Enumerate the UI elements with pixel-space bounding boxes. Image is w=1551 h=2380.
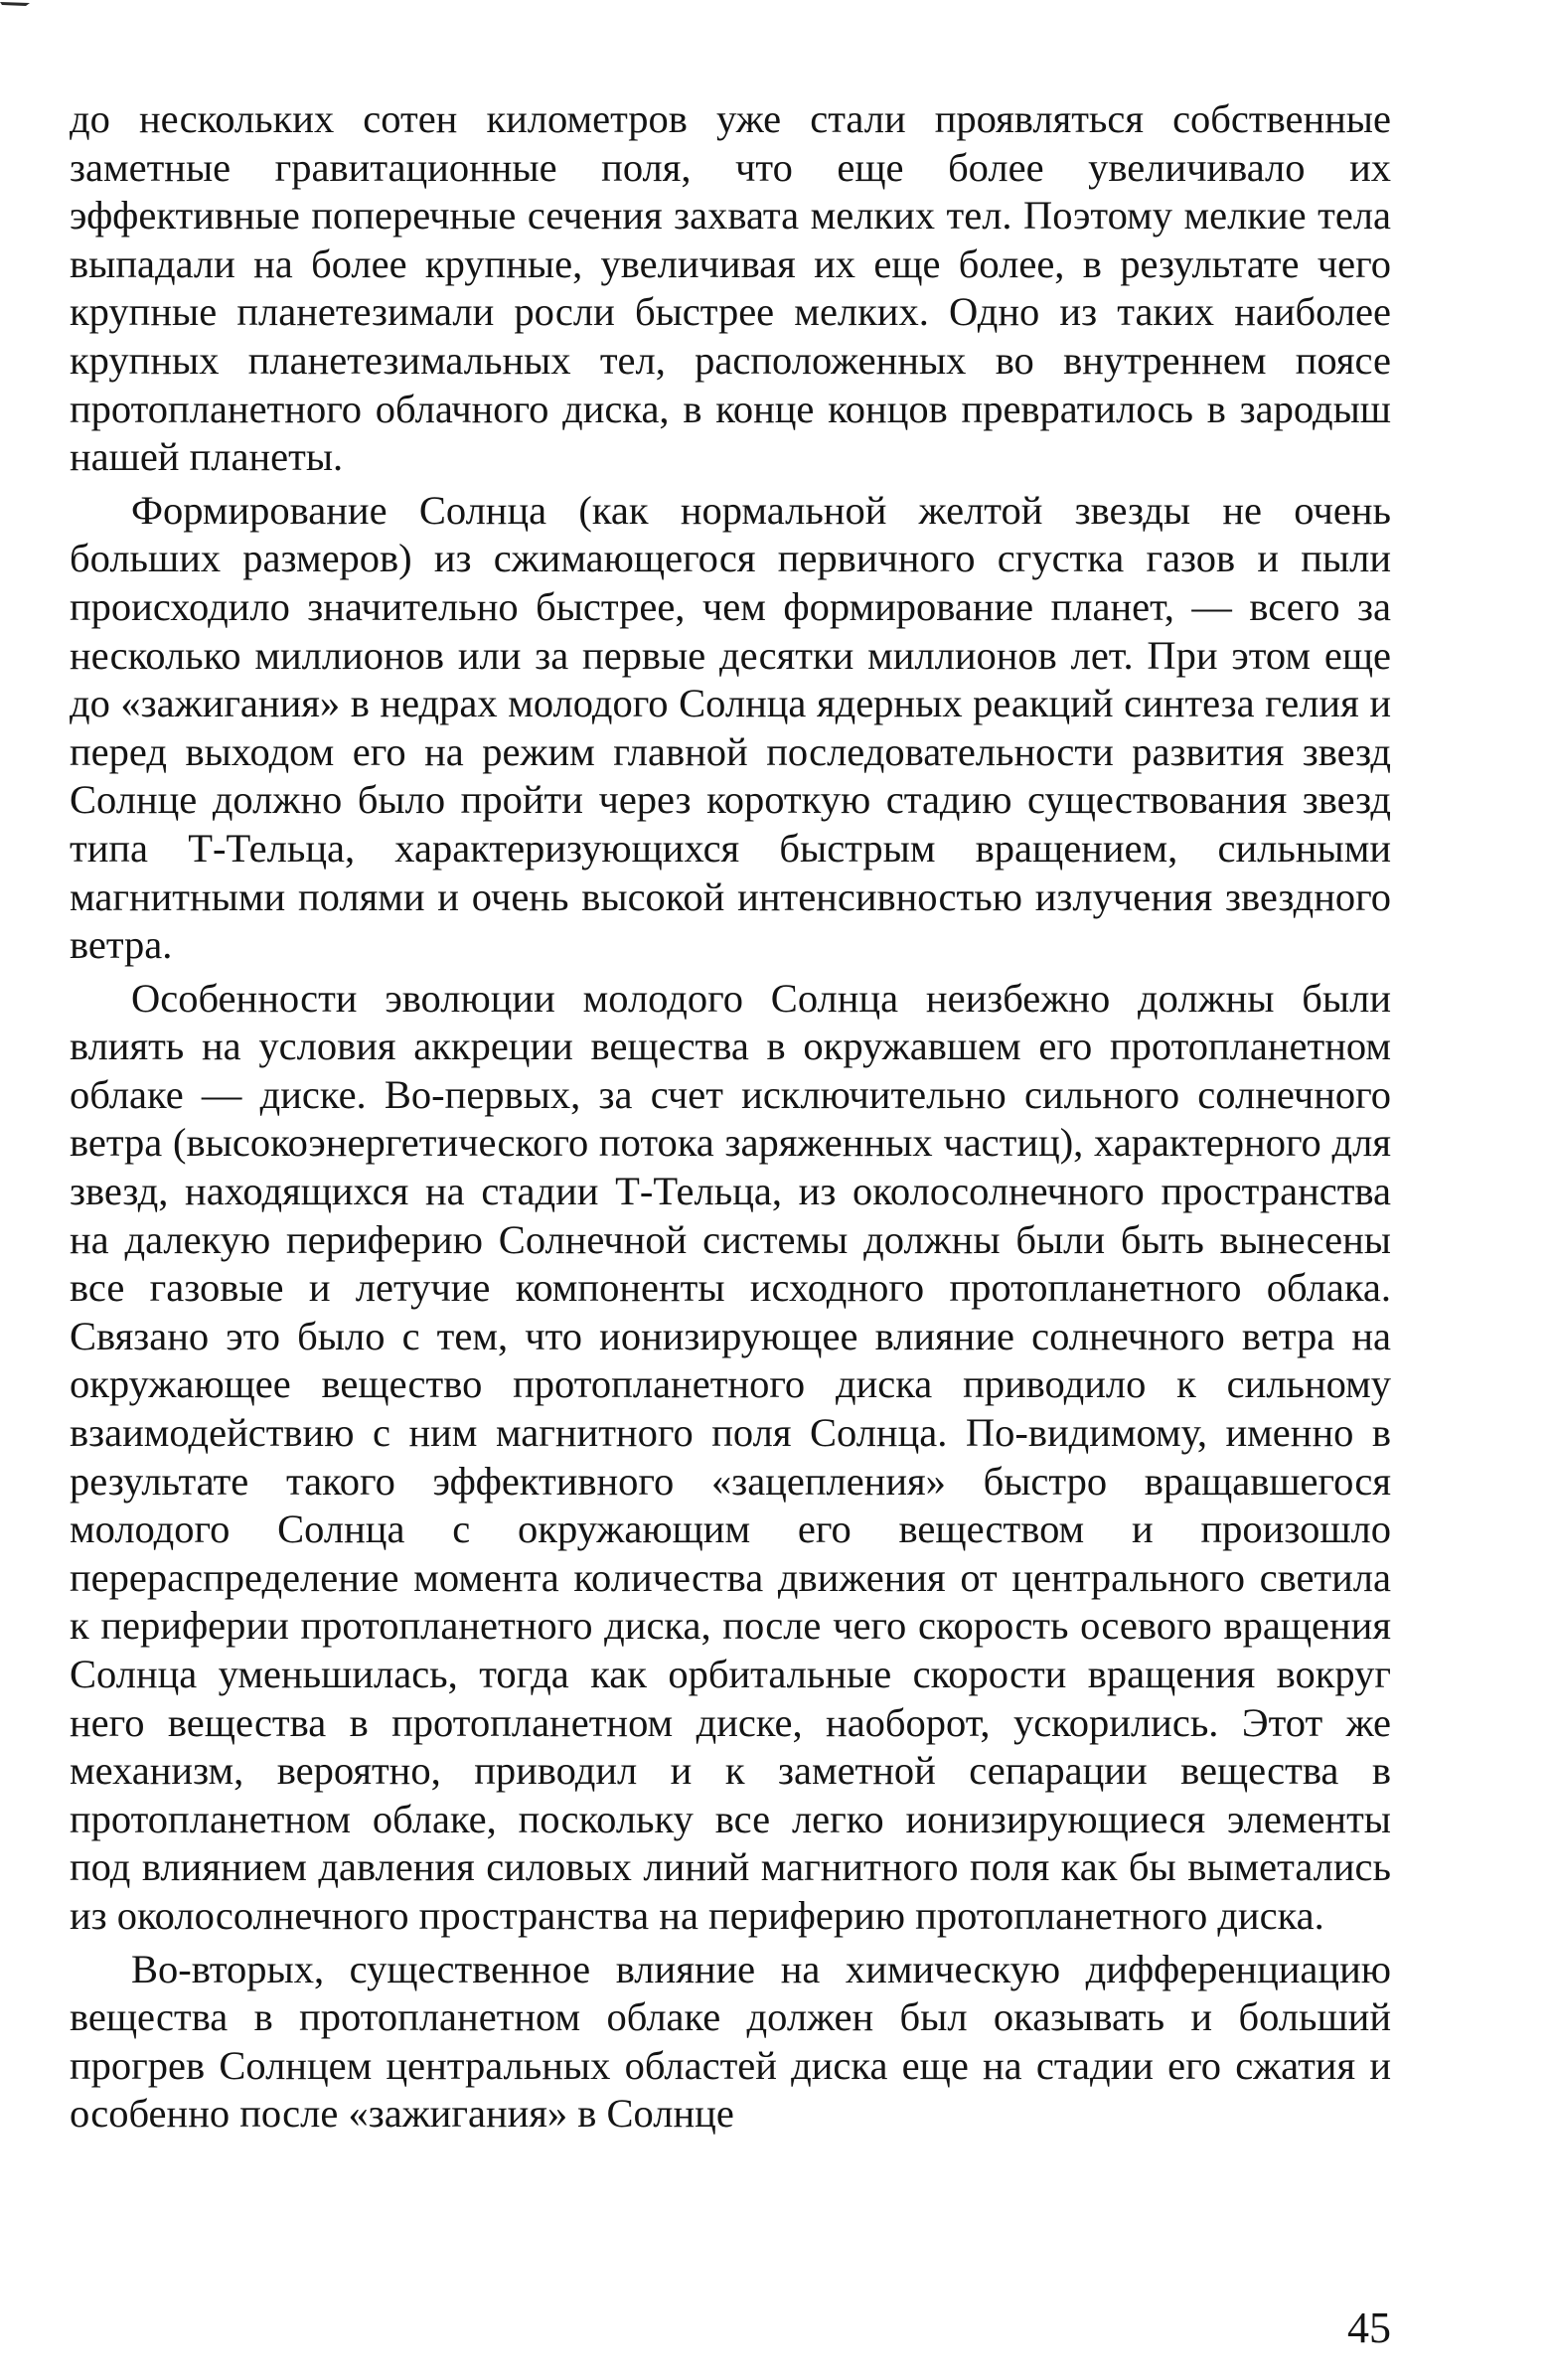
paragraph-4: Во-вторых, существенное влияние на химическую дифференциацию вещества в протопланетном облаке должен был оказывать и больший прогрев Солнцем центральных областей диска еще на стадии его сжатия и особенно после «зажигания» в Солнце [70, 1946, 1391, 2137]
paragraph-2: Формирование Солнца (как нормальной желтой звезды не очень больших размеров) из сжимающегося первичного сгустка газов и пыли происходило значительно быстрее, чем формирование планет, — всего за несколько миллионов или за первые десятки миллионов лет. При этом еще до «зажигания» в недрах молодого Солнца ядерных реакций синтеза гелия и перед выходом его на режим главной последовательности развития звезд Солнце должно было пройти через короткую стадию существования звезд типа Т-Тельца, характеризующихся быстрым вращением, сильными магнитными полями и очень высокой интенсивностью излучения звездного ветра. [70, 487, 1391, 968]
document-page [70, 95, 1391, 2139]
paragraph-3: Особенности эволюции молодого Солнца неизбежно должны были влиять на условия аккреции вещества в окружавшем его протопланетном облаке — диске. Во-первых, за счет исключительно сильного солнечного ветра (высокоэнергетического потока заряженных частиц), характерного для звезд, находящихся на стадии Т-Тельца, из околосолнечного пространства на далекую периферию Солнечной системы должны были быть вынесены все газовые и летучие компоненты исходного протопланетного облака. Связано это было с тем, что ионизирующее влияние солнечного ветра на окружающее вещество протопланетного диска приводило к сильному взаимодействию с ним магнитного поля Солнца. По-видимому, именно в результате такого эффективного «зацепления» быстро вращавшегося молодого Солнца с окружающим его веществом и произошло перераспределение момента количества движения от центрального светила к периферии протопланетного диска, после чего скорость осевого вращения Солнца уменьшилась, тогда как орбитальные скорости вращения вокруг него вещества в протопланетном диске, наоборот, ускорились. Этот же механизм, вероятно, приводил и к заметной сепарации вещества в протопланетном облаке, поскольку все легко ионизирующиеся элементы под влиянием давления силовых линий магнитного поля как бы выметались из околосолнечного пространства на периферию протопланетного диска. [70, 975, 1391, 1938]
page-number: 45 [1347, 2303, 1391, 2352]
paragraph-1: до нескольких сотен километров уже стали проявляться собственные заметные гравитационные поля, что еще более увеличивало их эффективные поперечные сечения захвата мелких тел. Поэтому мелкие тела выпадали на более крупные, увеличивая их еще более, в результате чего крупные планетезимали росли быстрее мелких. Одно из таких наиболее крупных планетезимальных тел, расположенных во внутреннем поясе протопланетного облачного диска, в конце концов превратилось в зародыш нашей планеты. [70, 96, 1391, 480]
scan-corner-mark [0, 0, 32, 10]
